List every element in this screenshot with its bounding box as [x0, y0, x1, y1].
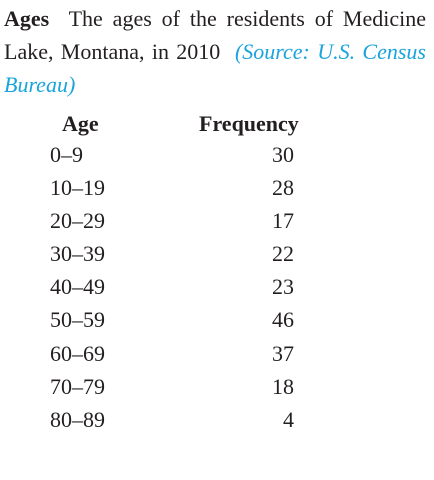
exercise-heading: Ages: [4, 6, 50, 31]
exercise-intro: [4, 2, 426, 101]
age-cell: 40–49: [50, 274, 105, 300]
age-cell: 80–89: [50, 406, 105, 432]
table-row: [40, 241, 333, 274]
table-row: [40, 274, 333, 307]
table-header-row: [40, 111, 333, 142]
frequency-cell: 28: [272, 175, 294, 201]
table-row: [40, 341, 333, 374]
frequency-table: [40, 111, 333, 440]
age-cell: 30–39: [50, 241, 105, 267]
frequency-cell: 23: [272, 274, 294, 300]
frequency-cell: 37: [272, 340, 294, 366]
frequency-column-header: Frequency: [199, 111, 299, 136]
age-cell: 60–69: [50, 340, 105, 366]
table-row: [40, 407, 333, 440]
age-column-header: Age: [62, 111, 99, 136]
table-row: [40, 307, 333, 340]
age-cell: 70–79: [50, 373, 105, 399]
age-cell: 0–9: [50, 142, 83, 167]
age-cell: 20–29: [50, 208, 105, 234]
frequency-cell: 46: [272, 307, 294, 333]
age-cell: 10–19: [50, 175, 105, 201]
age-cell: 50–59: [50, 307, 105, 333]
table-row: [40, 374, 333, 407]
table-row: [40, 175, 333, 208]
frequency-cell: 4: [283, 406, 294, 432]
frequency-cell: 17: [272, 208, 294, 234]
frequency-cell: 18: [272, 373, 294, 399]
table-row: [40, 208, 333, 241]
frequency-cell: 30: [272, 142, 294, 167]
exercise-description: The ages of the residents of Medicine Lake, Montana, in 2010: [4, 6, 426, 64]
frequency-cell: 22: [272, 241, 294, 267]
table-row: [40, 142, 333, 175]
source-citation: (Source: U.S. Census Bureau): [4, 39, 426, 97]
